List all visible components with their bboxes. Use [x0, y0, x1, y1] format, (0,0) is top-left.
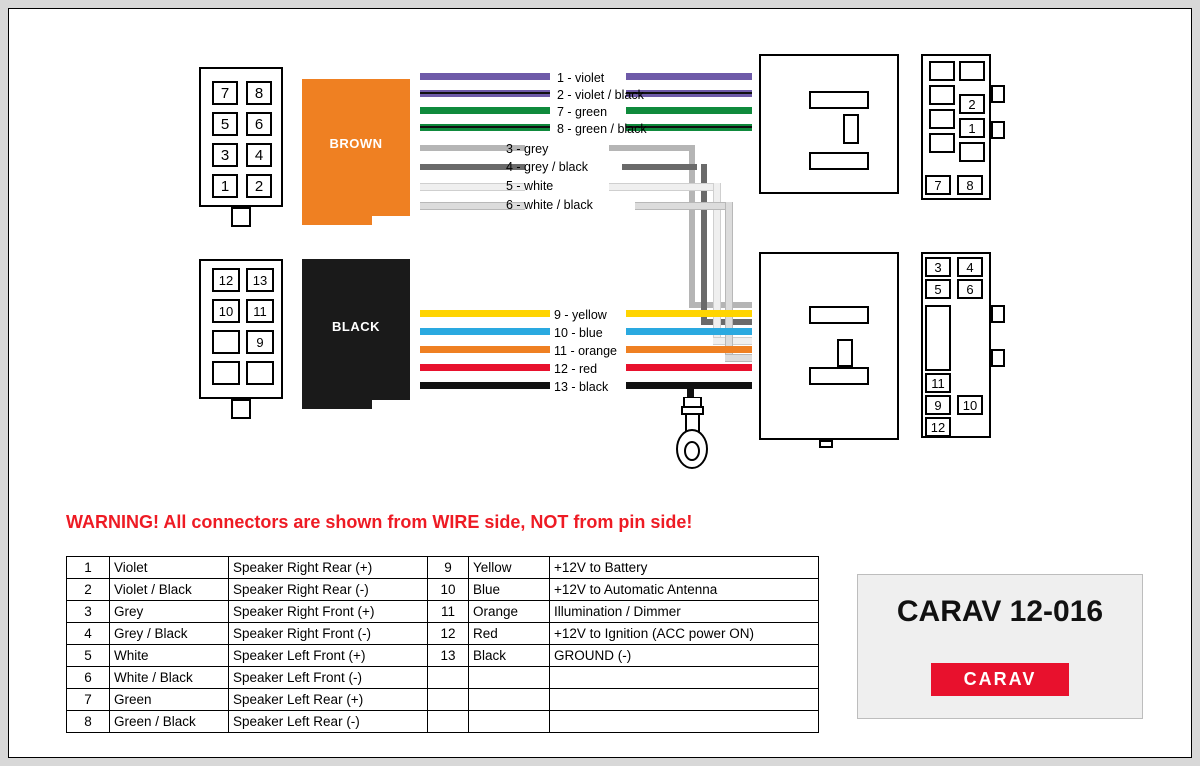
radio-lower-pin-3: 3	[925, 257, 951, 277]
wire-11-orange-left	[420, 346, 550, 353]
radio-upper-latch-1	[991, 85, 1005, 103]
wire-6-white-black-to-radio	[725, 354, 752, 362]
radio-upper-slot-top	[809, 91, 869, 109]
row-left-function: Speaker Left Rear (+)	[229, 689, 428, 711]
black-pin-11: 11	[246, 299, 274, 323]
black-pin-empty-2	[212, 361, 240, 385]
row-right-function: +12V to Ignition (ACC power ON)	[550, 623, 819, 645]
row-right-color	[469, 667, 550, 689]
ground-ring-terminal	[671, 397, 721, 475]
wire-2-violet-black-right-stripe	[626, 92, 752, 94]
brown-pin-4: 4	[246, 143, 272, 167]
row-left-color: Violet / Black	[110, 579, 229, 601]
wire-1-violet-right	[626, 73, 752, 80]
radio-upper-pin-blank-5	[929, 133, 955, 153]
radio-upper-pin-1: 1	[959, 118, 985, 138]
radio-lower-slot-top	[809, 306, 869, 324]
row-left-num: 1	[67, 557, 110, 579]
row-right-num: 11	[428, 601, 469, 623]
wire-6-label: 6 - white / black	[506, 198, 593, 212]
table-row	[67, 623, 819, 645]
row-left-color: Green	[110, 689, 229, 711]
carav-logo: CARAV	[931, 663, 1069, 696]
row-right-function	[550, 711, 819, 733]
row-left-color: White / Black	[110, 667, 229, 689]
brown-pin-6: 6	[246, 112, 272, 136]
wire-12-red-right	[626, 364, 752, 371]
row-left-color: Grey	[110, 601, 229, 623]
wire-7-green-right	[626, 107, 752, 114]
radio-upper-pin-blank-1	[929, 61, 955, 81]
wire-10-label: 10 - blue	[554, 326, 603, 340]
radio-lower-latch-2	[991, 349, 1005, 367]
black-connector-body-foot	[302, 391, 372, 409]
wire-11-label: 11 - orange	[554, 344, 618, 358]
radio-lower-pin-12: 12	[925, 417, 951, 437]
row-right-num: 10	[428, 579, 469, 601]
black-connector-label: BLACK	[332, 319, 380, 334]
black-connector-body-tail	[372, 391, 410, 400]
row-right-color: Orange	[469, 601, 550, 623]
brown-pin-1: 1	[212, 174, 238, 198]
pinout-table	[66, 556, 819, 733]
brown-connector-latch	[231, 207, 251, 227]
black-pin-empty-1	[212, 330, 240, 354]
brown-pin-7: 7	[212, 81, 238, 105]
brown-connector-label: BROWN	[329, 136, 383, 151]
radio-upper-pin-8: 8	[957, 175, 983, 195]
row-left-num: 5	[67, 645, 110, 667]
row-left-function: Speaker Right Rear (-)	[229, 579, 428, 601]
wire-4-grey-black-horizontal	[622, 164, 697, 170]
row-left-function: Speaker Left Front (-)	[229, 667, 428, 689]
brown-pin-8: 8	[246, 81, 272, 105]
row-left-function: Speaker Right Rear (+)	[229, 557, 428, 579]
wire-1-violet-left	[420, 73, 550, 80]
wire-9-yellow-left	[420, 310, 550, 317]
radio-lower-pin-4: 4	[957, 257, 983, 277]
wire-7-label: 7 - green	[557, 105, 608, 119]
radio-upper-slot-middle	[843, 114, 859, 144]
radio-lower-connector-housing	[759, 252, 899, 440]
row-right-num	[428, 711, 469, 733]
brown-pin-5: 5	[212, 112, 238, 136]
radio-lower-connector-foot	[819, 440, 833, 448]
radio-upper-pin-blank-4	[929, 109, 955, 129]
black-pin-10: 10	[212, 299, 240, 323]
radio-upper-pin-7: 7	[925, 175, 951, 195]
radio-lower-slot-middle	[837, 339, 853, 367]
radio-upper-latch-2	[991, 121, 1005, 139]
row-right-function: GROUND (-)	[550, 645, 819, 667]
row-right-function: Illumination / Dimmer	[550, 601, 819, 623]
row-left-num: 7	[67, 689, 110, 711]
wire-2-label: 2 - violet / black	[557, 88, 644, 102]
table-row	[67, 645, 819, 667]
diagram-canvas	[8, 8, 1192, 758]
brown-connector-body-tail	[372, 207, 410, 216]
radio-upper-connector-housing	[759, 54, 899, 194]
row-left-function: Speaker Left Rear (-)	[229, 711, 428, 733]
warning-text: WARNING! All connectors are shown from WIRE side, NOT from pin side!	[66, 512, 693, 532]
row-right-color: Blue	[469, 579, 550, 601]
row-right-color: Red	[469, 623, 550, 645]
wire-10-blue-left	[420, 328, 550, 335]
wire-5-label: 5 - white	[506, 179, 554, 193]
brown-pin-3: 3	[212, 143, 238, 167]
black-pin-9: 9	[246, 330, 274, 354]
radio-upper-pin-2: 2	[959, 94, 985, 114]
black-pin-empty-3	[246, 361, 274, 385]
table-row	[67, 667, 819, 689]
wire-5-white-horizontal	[609, 183, 713, 191]
wire-2-violet-black-left-stripe	[420, 92, 550, 94]
black-connector-latch	[231, 399, 251, 419]
row-right-function: +12V to Battery	[550, 557, 819, 579]
row-right-color	[469, 711, 550, 733]
table-row	[67, 689, 819, 711]
wire-12-red-left	[420, 364, 550, 371]
wire-3-label: 3 - grey	[506, 142, 549, 156]
black-pin-12: 12	[212, 268, 240, 292]
row-left-num: 3	[67, 601, 110, 623]
row-left-function: Speaker Left Front (+)	[229, 645, 428, 667]
row-right-function	[550, 667, 819, 689]
radio-lower-pin-11: 11	[925, 373, 951, 393]
row-right-function: +12V to Automatic Antenna	[550, 579, 819, 601]
black-pin-13: 13	[246, 268, 274, 292]
row-left-function: Speaker Right Front (+)	[229, 601, 428, 623]
wire-13-black-left	[420, 382, 550, 389]
brown-connector-body-foot	[302, 207, 372, 225]
radio-lower-pin-column	[925, 305, 951, 371]
row-right-color: Black	[469, 645, 550, 667]
row-left-num: 2	[67, 579, 110, 601]
wire-3-grey-horizontal	[609, 145, 695, 151]
row-right-color: Yellow	[469, 557, 550, 579]
row-left-color: White	[110, 645, 229, 667]
brown-pin-2: 2	[246, 174, 272, 198]
radio-upper-pin-blank-6	[959, 142, 985, 162]
wire-12-label: 12 - red	[554, 362, 598, 376]
radio-lower-pin-10: 10	[957, 395, 983, 415]
table-row	[67, 579, 819, 601]
radio-lower-pin-6: 6	[957, 279, 983, 299]
wire-4-label: 4 - grey / black	[506, 160, 588, 174]
wire-7-green-left	[420, 107, 550, 114]
radio-upper-pin-blank-2	[959, 61, 985, 81]
row-left-color: Grey / Black	[110, 623, 229, 645]
row-left-num: 8	[67, 711, 110, 733]
row-left-num: 4	[67, 623, 110, 645]
row-right-num: 12	[428, 623, 469, 645]
wire-11-orange-right	[626, 346, 752, 353]
row-left-color: Green / Black	[110, 711, 229, 733]
wire-6-white-black-horizontal	[635, 202, 725, 210]
wire-9-yellow-right	[626, 310, 752, 317]
row-right-num	[428, 667, 469, 689]
radio-lower-pin-5: 5	[925, 279, 951, 299]
radio-lower-pin-9: 9	[925, 395, 951, 415]
row-left-color: Violet	[110, 557, 229, 579]
table-row	[67, 711, 819, 733]
radio-upper-slot-bottom	[809, 152, 869, 170]
product-title: CARAV 12-016	[896, 595, 1104, 628]
row-right-num	[428, 689, 469, 711]
radio-lower-latch-1	[991, 305, 1005, 323]
product-panel	[857, 574, 1143, 719]
row-right-num: 13	[428, 645, 469, 667]
wire-8-green-black-left-stripe	[420, 126, 550, 128]
wire-1-label: 1 - violet	[557, 71, 605, 85]
table-row	[67, 557, 819, 579]
row-left-function: Speaker Right Front (-)	[229, 623, 428, 645]
table-row	[67, 601, 819, 623]
radio-lower-slot-bottom	[809, 367, 869, 385]
wire-10-blue-right	[626, 328, 752, 335]
row-right-function	[550, 689, 819, 711]
row-right-num: 9	[428, 557, 469, 579]
row-right-color	[469, 689, 550, 711]
radio-upper-pin-blank-3	[929, 85, 955, 105]
row-left-num: 6	[67, 667, 110, 689]
wire-9-label: 9 - yellow	[554, 308, 607, 322]
wire-13-label: 13 - black	[554, 380, 609, 394]
wire-8-label: 8 - green / black	[557, 122, 647, 136]
